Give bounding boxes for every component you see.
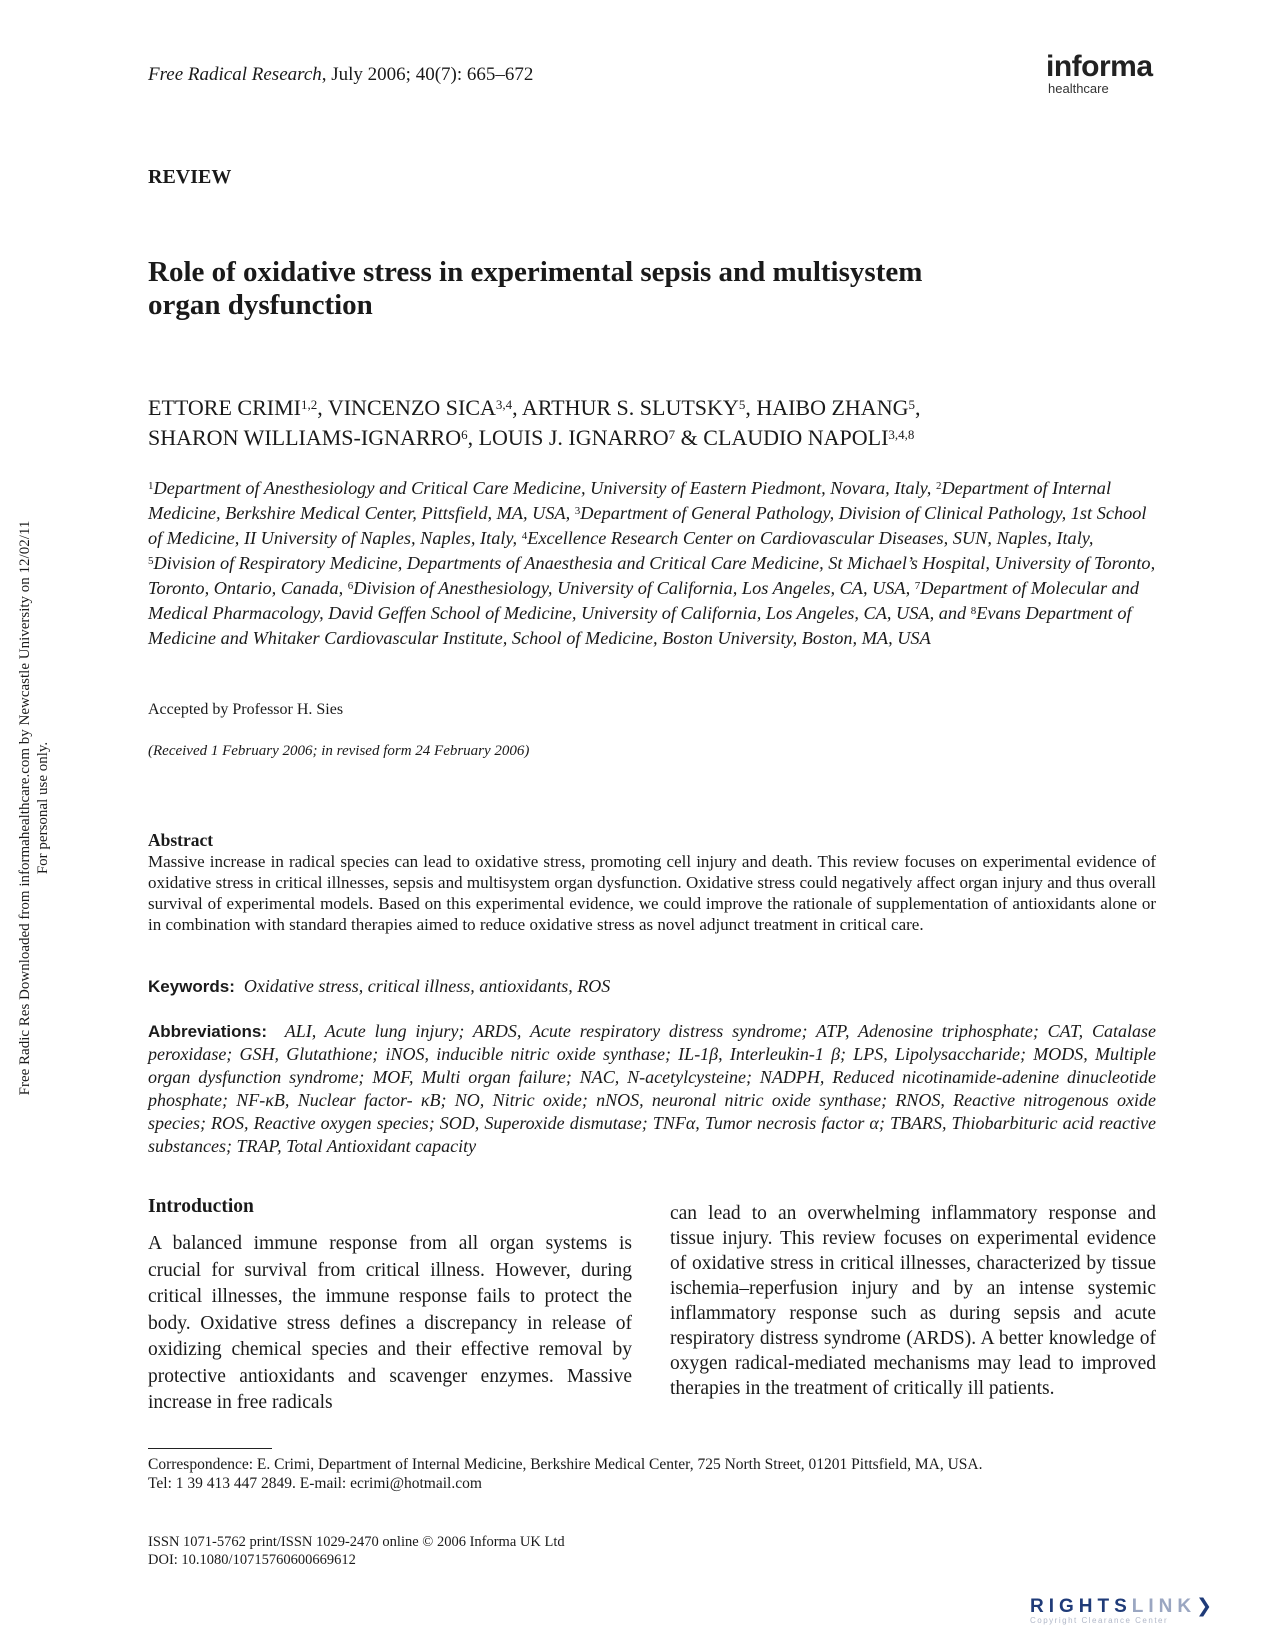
affil-number: 8 — [970, 605, 977, 617]
issn-line: ISSN 1071-5762 print/ISSN 1029-2470 online © 2006 Informa UK Ltd — [148, 1534, 565, 1550]
introduction-left-column: A balanced immune response from all organ systems is crucial for survival from critical illness. However, during critical illnesses, the immune response fails to protect the body. Oxidative stress defines a discrepancy in release of oxidizing chemical species and their effective removal by protective antioxidants and scavenger enzymes. Massive increase in free radicals — [148, 1233, 632, 1413]
affil-text: Excellence Research Center on Cardiovascular Diseases, SUN, Naples, Italy, — [527, 528, 1094, 548]
correspondence-line-1: Correspondence: E. Crimi, Department of Internal Medicine, Berkshire Medical Center, 725 North Street, 01201 Pittsfield, MA, USA. — [148, 1456, 983, 1473]
keywords-text: Oxidative stress, critical illness, antioxidants, ROS — [243, 976, 611, 996]
author-affil-ref: 1,2 — [300, 397, 318, 412]
rightslink-link: LINK — [1131, 1596, 1197, 1617]
journal-name: Free Radical Research — [148, 64, 322, 85]
issn-block — [148, 1533, 565, 1569]
author-line-1 — [148, 393, 1158, 423]
author-name: , LOUIS J. IGNARRO — [467, 425, 669, 450]
author-name: ETTORE CRIMI — [148, 395, 301, 420]
affil-text: Evans Department of Medicine and Whitaker Cardiovascular Institute, School of Medicine, Boston University, Boston, MA, USA — [148, 603, 1132, 648]
author-affil-ref: 5 — [738, 397, 746, 412]
footnote-divider — [148, 1448, 272, 1449]
rightslink-arrow-icon: ❯ — [1196, 1596, 1218, 1617]
introduction-heading: Introduction — [148, 1196, 254, 1217]
logo-sub: healthcare — [1048, 81, 1109, 96]
affil-number: 1 — [148, 480, 154, 492]
journal-issue: , July 2006; 40(7): 665–672 — [321, 64, 534, 85]
author-name: & CLAUDIO NAPOLI — [675, 425, 889, 450]
journal-citation — [148, 64, 533, 86]
watermark-line-1: Free Radic Res Downloaded from informahealthcare.com by Newcastle University on 12/02/11 — [17, 520, 33, 1096]
affil-text: Division of Anesthesiology, University of California, Los Angeles, CA, USA, — [353, 578, 915, 598]
author-affil-ref: 5 — [908, 397, 915, 412]
keywords-label: Keywords: — [148, 977, 235, 996]
author-name: , HAIBO ZHANG — [745, 395, 909, 420]
rightslink-tagline: Copyright Clearance Center — [1030, 1616, 1169, 1625]
affil-text: Department of Internal Medicine, Berkshire Medical Center, Pittsfield, MA, USA, — [148, 478, 1112, 523]
rightslink-rights: RIGHTS — [1030, 1596, 1132, 1617]
received-dates: (Received 1 February 2006; in revised form 24 February 2006) — [148, 743, 530, 759]
author-affil-ref: 3,4,8 — [888, 427, 915, 442]
watermark-line-2: For personal use only. — [35, 741, 51, 875]
author-affil-ref: 6 — [461, 427, 468, 442]
abbreviations-text: ALI, Acute lung injury; ARDS, Acute respiratory distress syndrome; ATP, Adenosine triphosphate; CAT, Catalase peroxidase; GSH, Glutathione; iNOS, inducible nitric oxide synthase; IL-1β, Interleukin-1 β; LPS, Lipolysaccharide; MODS, Multiple organ dysfunction syndrome; MOF, Multi organ failure; NAC, N-acetylcysteine; NADPH, Reduced nicotinamide-adenine dinucleotide phosphate; NF-κB, Nuclear factor- κB; NO, Nitric oxide; nNOS, neuronal nitric oxide synthase; RNOS, Reactive nitrogenous oxide species; ROS, Reactive oxygen species; SOD, Superoxide dismutase; TNFα, Tumor necrosis factor α; TBARS, Thiobarbituric acid reactive substances; TRAP, Total Antioxidant capacity — [148, 1021, 1157, 1156]
author-affil-ref: 3,4 — [495, 397, 513, 412]
correspondence — [148, 1455, 1158, 1493]
keywords — [148, 976, 610, 997]
author-line-2 — [148, 423, 1158, 453]
correspondence-line-2: Tel: 1 39 413 447 2849. E-mail: ecrimi@hotmail.com — [148, 1475, 482, 1492]
title-line-2: organ dysfunction — [148, 289, 373, 321]
affil-text: Department of Anesthesiology and Critical Care Medicine, University of Eastern Piedmont, Novara, Italy, — [153, 478, 936, 498]
abstract-heading: Abstract — [148, 830, 214, 850]
affil-number: 3 — [574, 505, 581, 517]
doi-line: DOI: 10.1080/10715760600669612 — [148, 1552, 356, 1568]
affiliations — [148, 476, 1158, 651]
introduction-right-column: can lead to an overwhelming inflammatory response and tissue injury. This review focuses on experimental evidence of oxidative stress in critical illnesses, characterized by tissue ischemia–reperfusion injury and by an intense systemic inflammatory response such as during sepsis and acute respiratory distress syndrome (ARDS). A better knowledge of oxygen radical-mediated mechanisms may lead to improved therapies in the treatment of critically ill patients. — [670, 1203, 1156, 1399]
logo-main: informa — [1046, 50, 1153, 83]
affil-text: Division of Respiratory Medicine, Departments of Anaesthesia and Critical Care Medicine, St Michael’s Hospital, University of Toronto, Toronto, Ontario, Canada, — [148, 553, 1156, 598]
author-name: SHARON WILLIAMS-IGNARRO — [148, 425, 462, 450]
title-line-1: Role of oxidative stress in experimental sepsis and multisystem — [148, 256, 923, 288]
author-affil-ref: 7 — [668, 427, 676, 442]
affil-number: 4 — [521, 530, 528, 542]
affil-number: 5 — [148, 555, 154, 567]
abbreviations-label: Abbreviations: — [148, 1022, 268, 1041]
author-separator: , — [914, 395, 921, 420]
affil-number: 2 — [935, 480, 942, 492]
rightslink-logo[interactable] — [1030, 1595, 1217, 1625]
affil-text: Department of General Pathology, Division of Clinical Pathology, 1st School of Medicine, II University of Naples, Naples, Italy, — [148, 503, 1147, 548]
abstract-body: Massive increase in radical species can lead to oxidative stress, promoting cell injury and death. This review focuses on experimental evidence of oxidative stress in critical illnesses, sepsis and multisystem organ dysfunction. Oxidative stress could negatively affect organ injury and thus overall survival of experimental models. Based on this experimental evidence, we could improve the rationale of supplementation of antioxidants alone or in combination with standard therapies aimed to reduce oxidative stress as novel adjunct treatment in critical care. — [148, 852, 1156, 934]
publisher-logo — [1046, 52, 1166, 96]
affil-text: Department of Molecular and Medical Pharmacology, David Geffen School of Medicine, University of California, Los Angeles, CA, USA, and — [148, 578, 1140, 623]
author-name: , VINCENZO SICA — [317, 395, 496, 420]
download-watermark — [16, 468, 52, 1148]
abbreviations — [148, 1020, 1156, 1158]
article-type: REVIEW — [148, 166, 232, 188]
affil-number: 7 — [914, 580, 921, 592]
accepted-by: Accepted by Professor H. Sies — [148, 701, 344, 718]
author-list — [148, 393, 1158, 453]
affil-number: 6 — [347, 580, 354, 592]
author-name: , ARTHUR S. SLUTSKY — [512, 395, 739, 420]
article-title — [148, 256, 1108, 322]
